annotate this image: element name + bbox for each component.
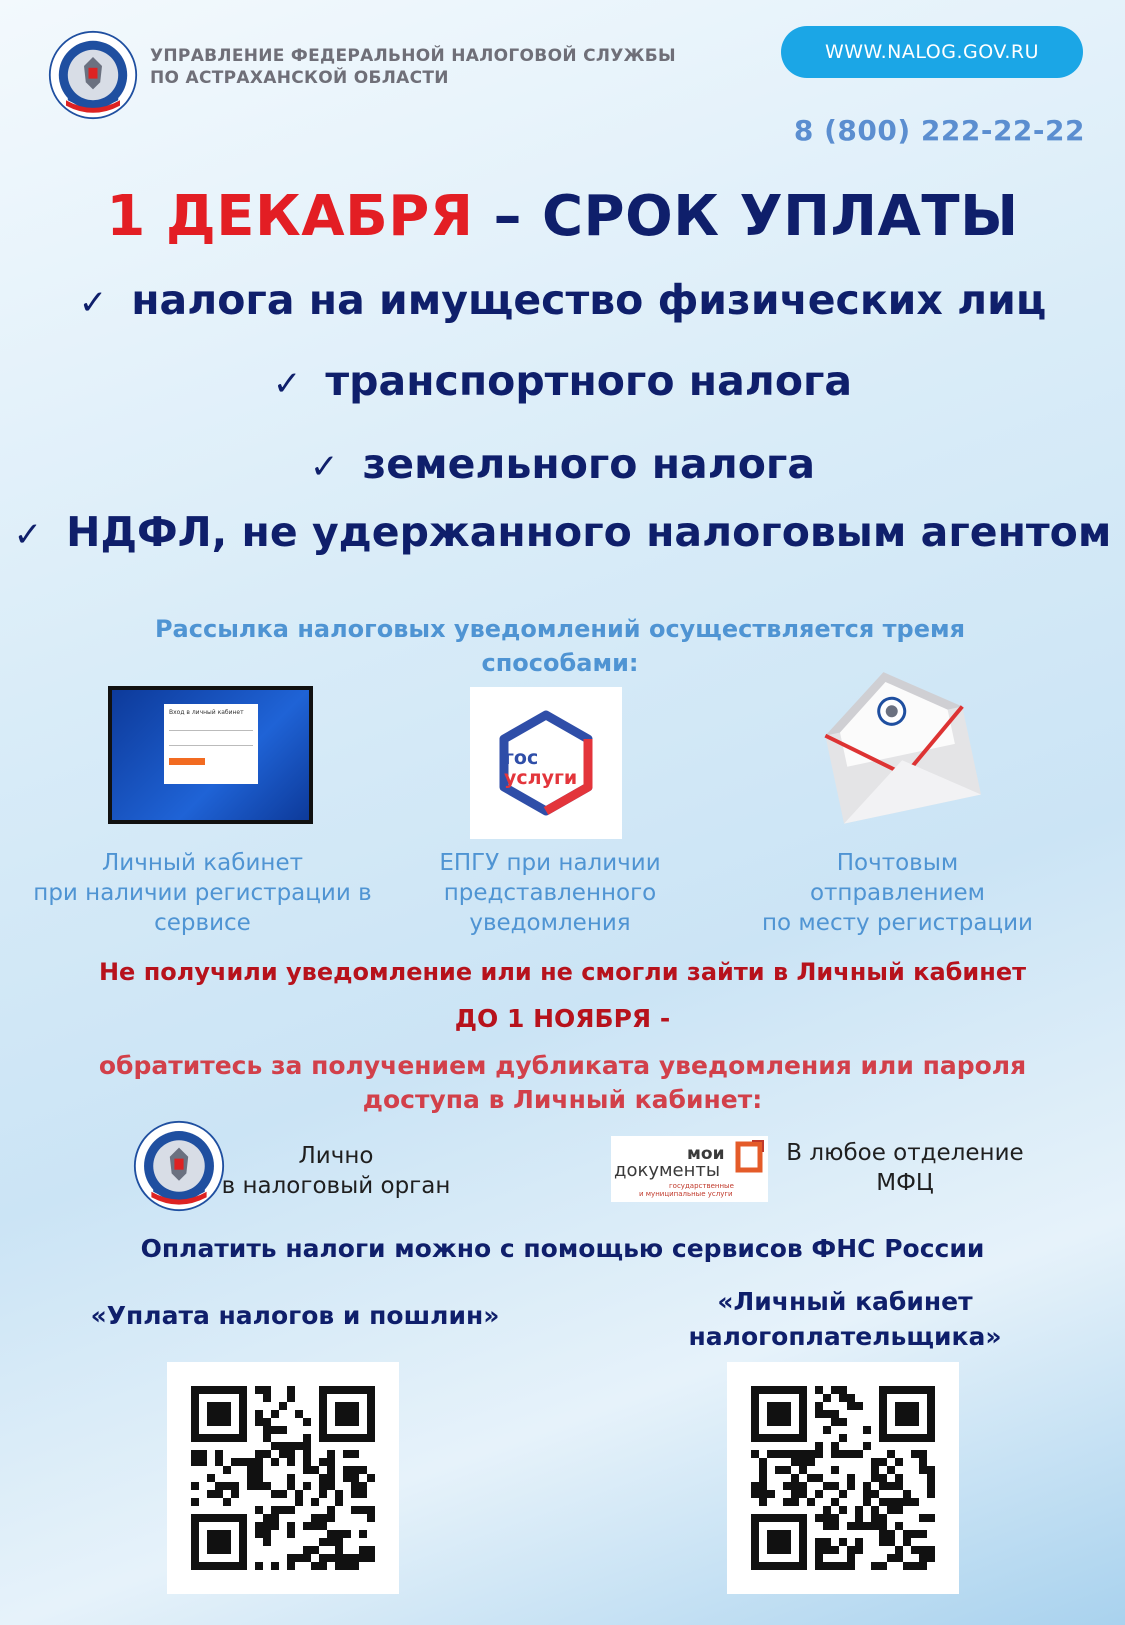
method-personal-cabinet xyxy=(20,848,385,938)
org-name xyxy=(150,45,710,89)
contact-line: В любое отделение xyxy=(786,1140,1024,1166)
mfc-logo-small1: государственные xyxy=(669,1182,734,1190)
contact-line: МФЦ xyxy=(876,1170,934,1196)
tax-item-transport xyxy=(0,357,1125,405)
tax-item-land xyxy=(0,440,1125,488)
envelope-icon xyxy=(815,660,990,830)
moi-dokumenty-logo xyxy=(611,1136,768,1202)
tax-item-label: налога на имущество физических лиц xyxy=(131,276,1047,324)
method-line: уведомления xyxy=(469,910,631,936)
tax-item-label: транспортного налога xyxy=(325,357,853,405)
qr-code-payment[interactable] xyxy=(167,1362,399,1594)
service-cabinet-line1: «Личный кабинет xyxy=(717,1287,973,1316)
gosuslugi-logo-bottom: услуги xyxy=(504,767,578,789)
payment-title: Оплатить налоги можно с помощью сервисов ФНС России xyxy=(140,1234,985,1263)
fns-emblem xyxy=(48,30,138,124)
method-line: сервисе xyxy=(154,910,251,936)
method-line: Личный кабинет xyxy=(102,850,303,876)
contact-line: в налоговый орган xyxy=(221,1173,451,1199)
tax-office-emblem xyxy=(133,1120,225,1216)
personal-cabinet-screenshot xyxy=(108,686,313,824)
headline-rest: – СРОК УПЛАТЫ xyxy=(473,184,1019,249)
method-epgu xyxy=(395,848,705,938)
org-name-line2: ПО АСТРАХАНСКОЙ ОБЛАСТИ xyxy=(150,68,449,88)
hotline-phone[interactable]: 8 (800) 222-22-22 xyxy=(793,114,1085,147)
check-icon: ✓ xyxy=(309,447,339,487)
notice-line3: обратитесь за получением дубликата уведомления или пароля xyxy=(98,1051,1027,1080)
mailing-note-line2: способами: xyxy=(481,649,639,677)
mailing-note-line1: Рассылка налоговых уведомлений осуществляется тремя xyxy=(154,615,966,643)
website-link[interactable]: WWW.NALOG.GOV.RU xyxy=(781,26,1083,78)
service-cabinet-label xyxy=(630,1284,1060,1354)
method-line: по месту регистрации xyxy=(762,910,1033,936)
notice-instructions xyxy=(0,1049,1125,1117)
contact-mfc xyxy=(770,1138,1040,1198)
contact-tax-office xyxy=(220,1141,452,1201)
notice-line4: доступа в Личный кабинет: xyxy=(362,1085,763,1114)
cabinet-login-title: Вход в личный кабинет xyxy=(169,709,244,716)
method-line: ЕПГУ при наличии xyxy=(439,850,661,876)
gosuslugi-logo xyxy=(470,687,622,839)
tax-item-label: земельного налога xyxy=(362,440,816,488)
deadline-date: 1 ДЕКАБРЯ xyxy=(106,184,474,249)
service-payment-label: «Уплата налогов и пошлин» xyxy=(90,1301,500,1330)
method-post xyxy=(740,848,1055,938)
tax-item-ndfl xyxy=(0,508,1125,556)
check-icon: ✓ xyxy=(13,515,43,555)
notice-line1: Не получили уведомление или не смогли зайти в Личный кабинет xyxy=(98,958,1027,986)
check-icon: ✓ xyxy=(78,283,108,323)
notice-deadline: ДО 1 НОЯБРЯ - xyxy=(454,1004,671,1033)
method-line: представленного xyxy=(443,880,657,906)
qr-code-cabinet[interactable] xyxy=(727,1362,959,1594)
service-cabinet-line2: налогоплательщика» xyxy=(688,1322,1002,1351)
gosuslugi-logo-top: гос xyxy=(504,747,539,769)
method-line: при наличии регистрации в xyxy=(33,880,372,906)
mfc-logo-top: мои xyxy=(687,1144,725,1164)
method-line: Почтовым xyxy=(836,850,959,876)
contact-line: Лично xyxy=(298,1143,374,1169)
check-icon: ✓ xyxy=(272,364,302,404)
tax-item-label: НДФЛ, не удержанного налоговым агентом xyxy=(66,508,1112,556)
org-name-line1: УПРАВЛЕНИЕ ФЕДЕРАЛЬНОЙ НАЛОГОВОЙ СЛУЖБЫ xyxy=(150,46,676,66)
mfc-logo-bottom: документы xyxy=(614,1160,721,1181)
method-line: отправлением xyxy=(809,880,986,906)
page-title xyxy=(0,184,1125,249)
tax-item-property xyxy=(0,276,1125,324)
mfc-logo-small2: и муниципальные услуги xyxy=(639,1190,733,1198)
